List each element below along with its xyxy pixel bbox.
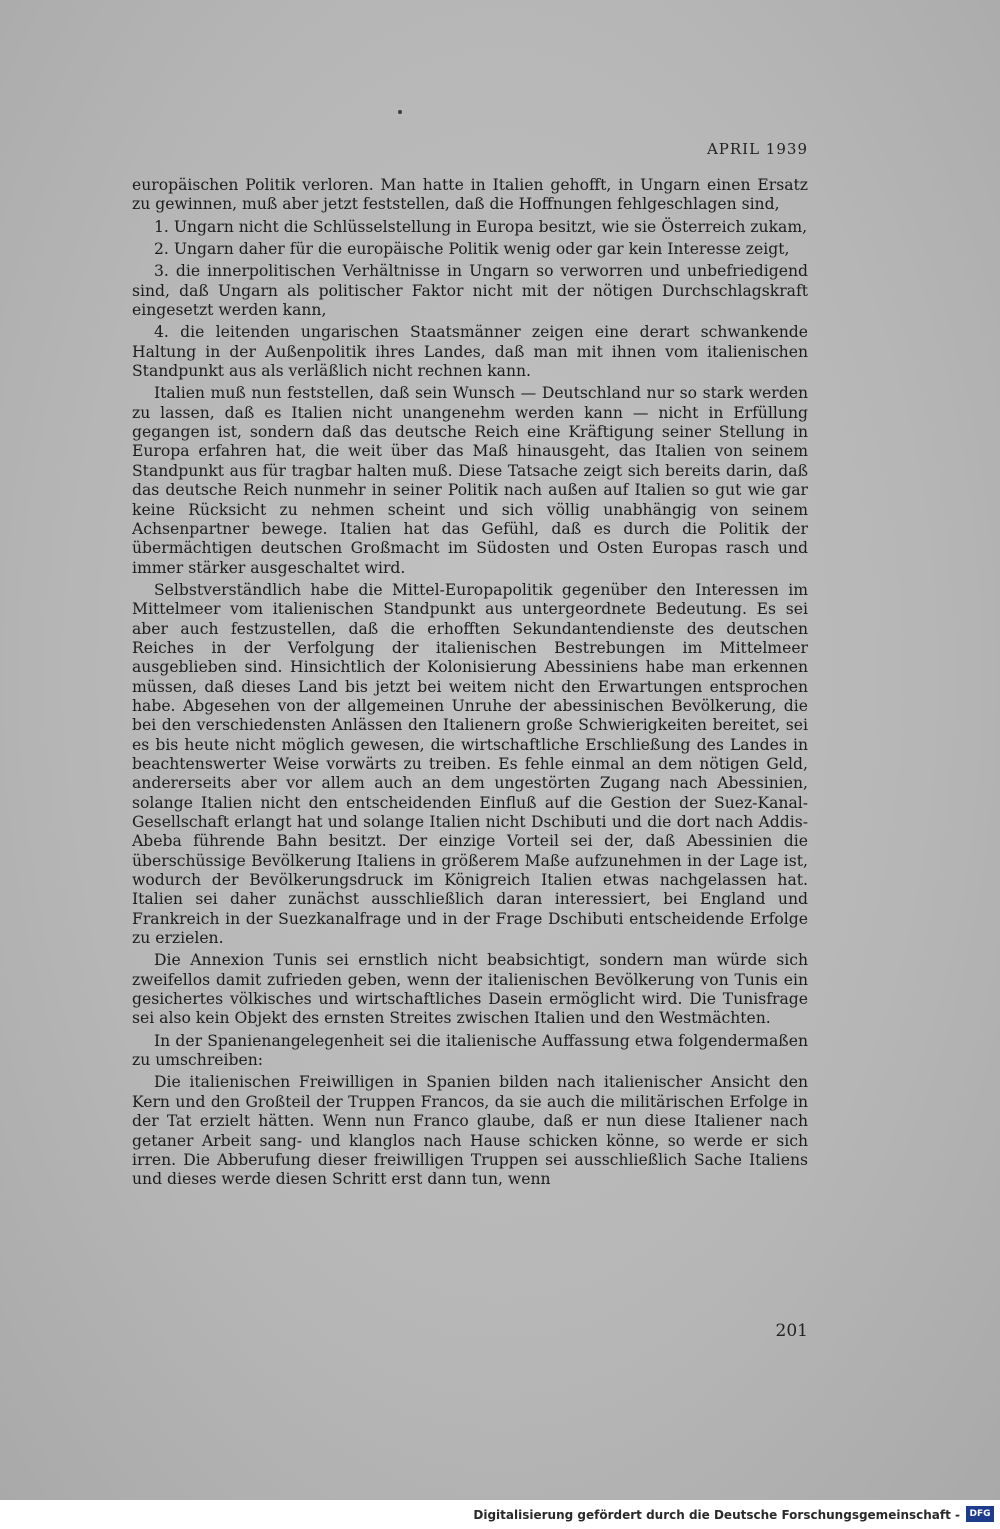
footer-credit: Digitalisierung gefördert durch die Deutsche Forschungsgemeinschaft - [473, 1508, 960, 1522]
speck-mark [398, 110, 402, 114]
page-number: 201 [775, 1321, 808, 1341]
paragraph: europäischen Politik verloren. Man hatte in Italien gehofft, in Ungarn einen Ersatz zu gewinnen, muß aber jetzt feststellen, daß die Hoffnungen fehlgeschlagen sind, [132, 176, 808, 214]
paragraph: In der Spanienangelegenheit sei die italienische Auffassung etwa folgendermaßen zu umschreiben: [132, 1031, 808, 1070]
list-item: 4. die leitenden ungarischen Staatsmänner zeigen eine derart schwankende Haltung in der Außenpolitik ihres Landes, daß man mit ihnen vom italienischen Standpunkt aus als verläßlich nicht rechnen kann. [132, 323, 808, 381]
paragraph: Die italienischen Freiwilligen in Spanien bilden nach italienischer Ansicht den Kern und den Großteil der Truppen Francos, da sie auch die militärischen Erfolge in der Tat erzielt hätten. Wenn nun Franco glaube, daß er nun diese Italiener nach getaner Arbeit sang- und klanglos nach Hause schicken könne, so werde er sich irren. Die Abberufung dieser freiwilligen Truppen sei ausschließlich Sache Italiens und dieses werde diesen Schritt erst dann tun, wenn [132, 1073, 808, 1189]
paragraph: Die Annexion Tunis sei ernstlich nicht beabsichtigt, sondern man würde sich zweifellos damit zufrieden geben, wenn der italienischen Bevölkerung von Tunis ein gesichertes völkisches und wirtschaftliches Dasein ermöglicht wird. Die Tunisfrage sei also kein Objekt des ernsten Streites zwischen Italien und den Westmächten. [132, 951, 808, 1028]
body-text [132, 176, 808, 1193]
list-item: 1. Ungarn nicht die Schlüsselstellung in Europa besitzt, wie sie Österreich zukam, [154, 217, 808, 236]
dfg-logo: DFG [966, 1506, 994, 1522]
list-item: 3. die innerpolitischen Verhältnisse in Ungarn so verworren und unbefriedigend sind, daß Ungarn als politischer Faktor nicht mit der nötigen Durchschlagskraft eingesetzt werden kann, [132, 262, 808, 320]
list-item: 2. Ungarn daher für die europäische Politik wenig oder gar kein Interesse zeigt, [154, 240, 790, 259]
digitization-footer [0, 1500, 1000, 1529]
paragraph: Selbstverständlich habe die Mittel-Europapolitik gegenüber den Interessen im Mittelmeer vom italienischen Standpunkt aus untergeordnete Bedeutung. Es sei aber auch festzustellen, daß die erhofften Sekundantendienste des deutschen Reiches in der Verfolgung der italienischen Bestrebungen im Mittelmeer ausgeblieben sind. Hinsichtlich der Kolonisierung Abessiniens habe man erkennen müssen, daß dieses Land bis jetzt bei weitem nicht den Erwartungen entsprochen habe. Abgesehen von der allgemeinen Unruhe der abessinischen Bevölkerung, die bei den verschiedensten Anlässen den Italienern große Schwierigkeiten bereitet, sei es bis heute nicht möglich gewesen, die wirtschaftliche Erschließung des Landes in beachtenswerter Weise vorwärts zu treiben. Es fehle einmal an dem nötigen Geld, andererseits aber vor allem auch an dem ungestörten Zugang nach Abessinien, solange Italien nicht den entscheidenden Einfluß auf die Gestion der Suez-Kanal-Gesellschaft erlangt hat und solange Italien nicht Dschibuti und die dort nach Addis-Abeba führende Bahn besitzt. Der einzige Vorteil sei der, daß Abessinien die überschüssige Bevölkerung Italiens in größerem Maße aufzunehmen in der Lage ist, wodurch der Bevölkerungsdruck im Königreich Italien etwas nachgelassen hat. Italien sei daher zunächst ausschließlich daran interessiert, bei England und Frankreich in der Suezkanalfrage und in der Frage Dschibuti entscheidende Erfolge zu erzielen. [132, 580, 808, 948]
paragraph: Italien muß nun feststellen, daß sein Wunsch — Deutschland nur so stark werden zu lassen, daß es Italien nicht unangenehm werden kann — nicht in Erfüllung gegangen ist, sondern daß das deutsche Reich eine Kräftigung seiner Stellung in Europa erfahren hat, die weit über das Maß hinausgeht, das Italien von seinem Standpunkt aus für tragbar halten muß. Diese Tatsache zeigt sich bereits darin, daß das deutsche Reich nunmehr in seiner Politik nach außen auf Italien so gut wie gar keine Rücksicht zu nehmen scheint und sich völlig unabhängig von seinem Achsenpartner bewege. Italien hat das Gefühl, daß es durch die Politik der übermächtigen deutschen Großmacht im Südosten und Osten Europas rasch und immer stärker ausgeschaltet wird. [132, 384, 808, 577]
running-head: APRIL 1939 [706, 140, 808, 158]
